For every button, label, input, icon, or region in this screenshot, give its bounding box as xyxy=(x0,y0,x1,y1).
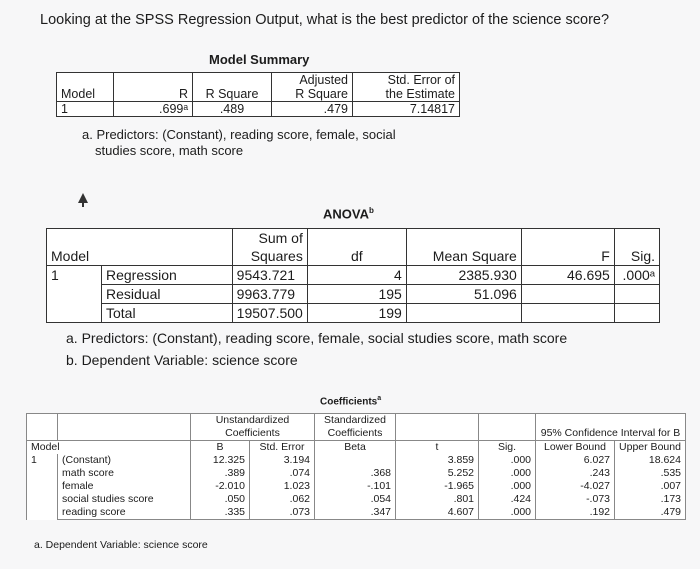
col-adjusted-r-square: Adjusted R Square xyxy=(272,73,353,102)
table-row: math score .389 .074 .368 5.252 .000 .243 .535 xyxy=(27,467,686,480)
col-std-error: Std. Error xyxy=(250,441,315,455)
col-df: df xyxy=(307,229,406,266)
col-sig: Sig. xyxy=(479,441,536,455)
col-b: B xyxy=(191,441,250,455)
table-row: Residual 9963.779 195 51.096 xyxy=(47,285,660,304)
col-beta: Beta xyxy=(315,441,396,455)
col-f: F xyxy=(521,229,614,266)
table-header-row xyxy=(57,73,460,102)
col-t: t xyxy=(396,441,479,455)
table-row: Total 19507.500 199 xyxy=(47,304,660,323)
table-row: 1 Regression 9543.721 4 2385.930 46.695 .000ᵃ xyxy=(47,266,660,285)
col-std-error: Std. Error of the Estimate xyxy=(353,73,460,102)
col-r: R xyxy=(114,73,193,102)
model-summary-table xyxy=(56,72,460,117)
coefficients-table xyxy=(26,413,686,520)
table-subheader-row xyxy=(27,441,686,455)
table-row: female -2.010 1.023 -.101 -1.965 .000 -4.027 .007 xyxy=(27,480,686,493)
table-row: 1 (Constant) 12.325 3.194 3.859 .000 6.027 18.624 xyxy=(27,454,686,467)
table-row: 1 .699ᵃ .489 .479 7.14817 xyxy=(57,102,460,117)
col-sig: Sig. xyxy=(614,229,659,266)
col-unstandardized: Unstandardized Coefficients xyxy=(191,414,315,441)
col-mean-square: Mean Square xyxy=(406,229,521,266)
col-lower-bound: Lower Bound xyxy=(536,441,615,455)
coefficients-title: Coefficients$^a$ xyxy=(320,395,382,408)
col-r-square: R Square xyxy=(193,73,272,102)
table-row: social studies score .050 .062 .054 .801 .424 -.073 .173 xyxy=(27,493,686,506)
model-summary-title: Model Summary xyxy=(209,52,310,67)
anova-footnotes: a. Predictors: (Constant), reading score, female, social studies score, math score b. Dependent Variable: science score xyxy=(66,330,568,368)
col-confidence-interval: 95% Confidence Interval for B xyxy=(536,414,686,441)
col-sum-of-squares: Sum of Squares xyxy=(232,229,307,266)
col-model: Model xyxy=(57,73,114,102)
model-summary-footnote: a. Predictors: (Constant), reading score, female, social studies score, math score xyxy=(82,127,396,158)
col-upper-bound: Upper Bound xyxy=(615,441,686,455)
table-row: reading score .335 .073 .347 4.607 .000 .192 .479 xyxy=(27,506,686,520)
col-standardized: Standardized Coefficients xyxy=(315,414,396,441)
table-header-row xyxy=(47,229,660,266)
anova-table xyxy=(46,228,660,323)
anova-title: ANOVA$^b$ xyxy=(323,206,374,222)
col-model: Model xyxy=(47,229,233,266)
question-text: Looking at the SPSS Regression Output, what is the best predictor of the science score? xyxy=(40,12,610,28)
col-model: Model xyxy=(27,441,191,455)
table-header-row xyxy=(27,414,686,441)
coefficients-footnote: a. Dependent Variable: science score xyxy=(34,539,208,551)
mouse-pointer-icon xyxy=(78,193,88,203)
